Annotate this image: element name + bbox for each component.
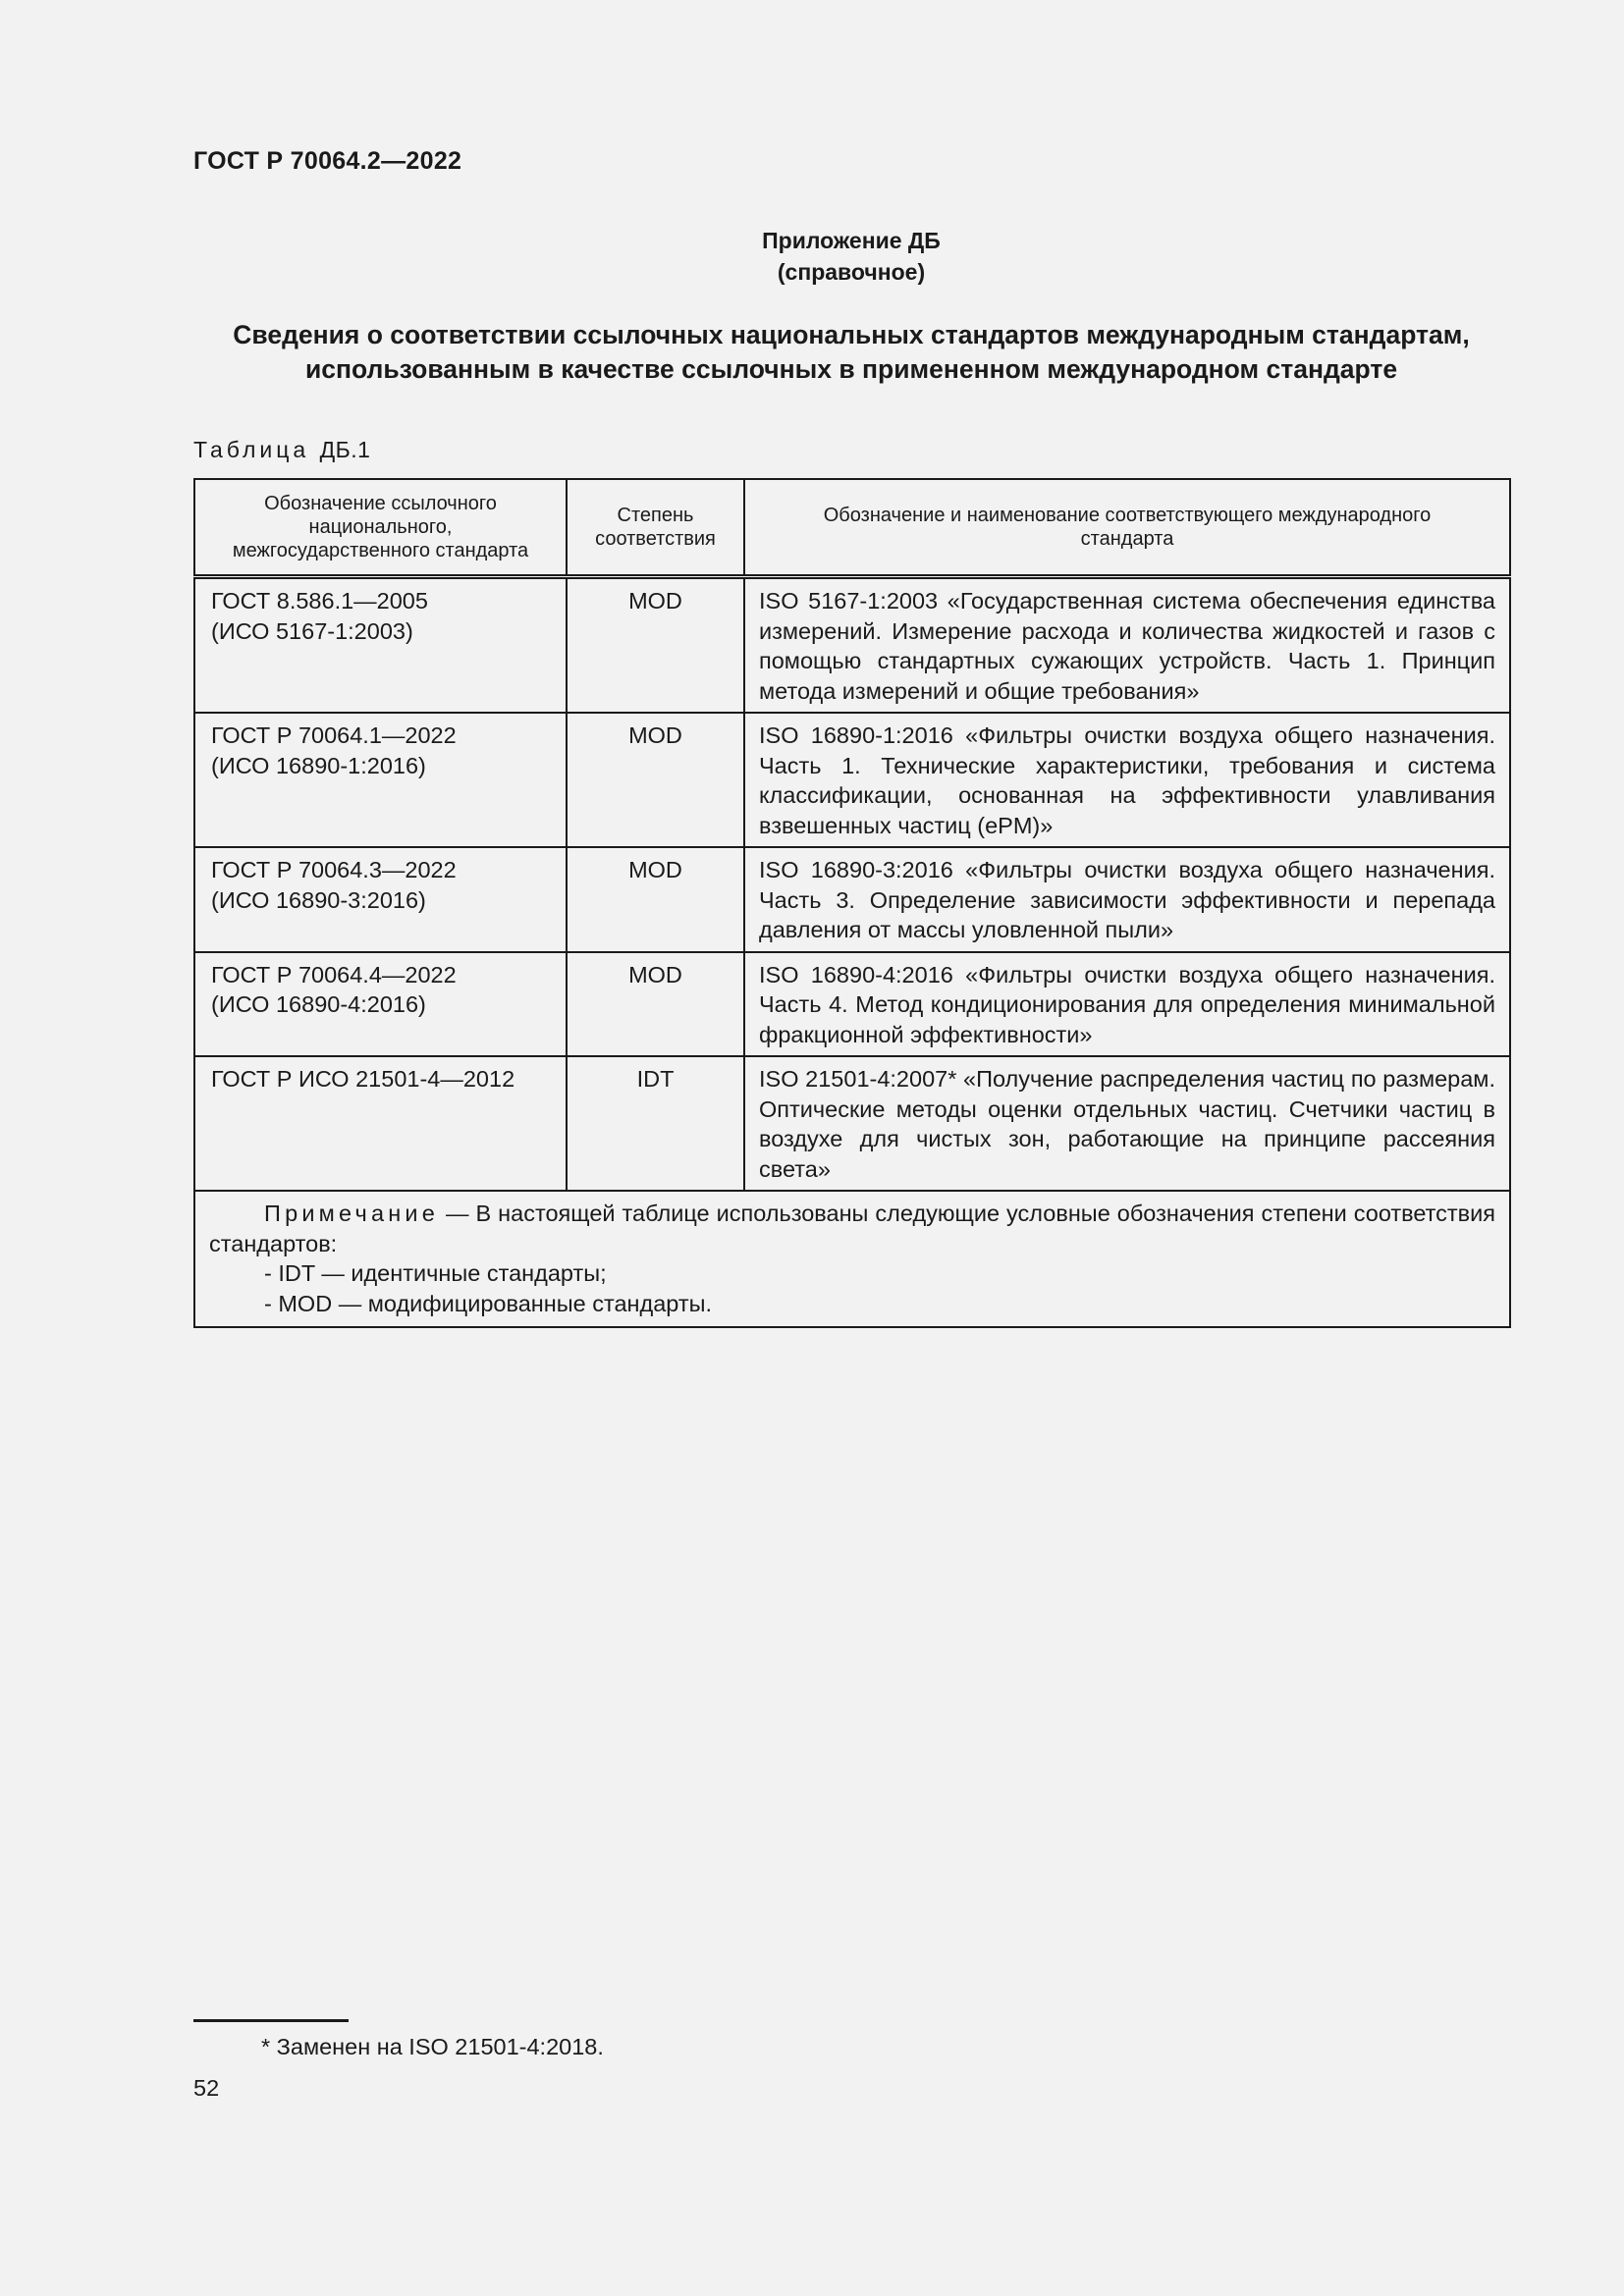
header-text: Обозначение и наименование соответствующего международного (823, 505, 1432, 526)
national-standard-cell (194, 847, 567, 952)
international-standard-cell: ISO 16890-4:2016 «Фильтры очистки воздуха общего назначения. Часть 4. Метод кондиционирования для определения минимальной фракционной эффективности» (744, 952, 1510, 1057)
footnote-divider (193, 2019, 349, 2022)
page-number: 52 (193, 2075, 220, 2101)
international-standard-cell: ISO 16890-3:2016 «Фильтры очистки воздуха общего назначения. Часть 3. Определение зависимости эффективности и перепада давления от массы уловленной пыли» (744, 847, 1510, 952)
degree-cell: MOD (567, 952, 744, 1057)
degree-cell: MOD (567, 847, 744, 952)
national-standard-code: ГОСТ Р 70064.3—2022 (211, 857, 457, 882)
document-code: ГОСТ Р 70064.2—2022 (193, 147, 462, 175)
appendix-title: Приложение ДБ (762, 228, 941, 253)
header-text: межгосударственного стандарта (232, 540, 529, 561)
table-row (194, 1056, 1510, 1191)
table-note-row (194, 1191, 1510, 1327)
section-title (193, 318, 1509, 387)
national-standard-cell (194, 577, 567, 714)
national-standard-code: ГОСТ 8.586.1—2005 (211, 588, 428, 614)
national-standard-cell (194, 713, 567, 847)
note-head: Примечание (264, 1201, 440, 1226)
degree-cell: MOD (567, 577, 744, 714)
note-body: — В настоящей таблице использованы следующие условные обозначения степени соответствия стандартов: (209, 1201, 1495, 1256)
header-degree (567, 479, 744, 577)
section-title-line-2: использованным в качестве ссылочных в примененном международном стандарте (304, 354, 1398, 384)
iso-equivalent: (ИСО 16890-4:2016) (211, 991, 426, 1017)
iso-equivalent: (ИСО 16890-1:2016) (211, 752, 426, 778)
national-standard-code: ГОСТ Р 70064.4—2022 (211, 961, 457, 988)
iso-equivalent: (ИСО 5167-1:2003) (211, 617, 413, 644)
international-standard-cell: ISO 16890-1:2016 «Фильтры очистки воздуха общего назначения. Часть 1. Технические характеристики, требования и система классификации, основанная на эффективности улавливания взвешенных частиц (ePM)» (744, 713, 1510, 847)
degree-cell: MOD (567, 713, 744, 847)
header-text: соответствия (595, 528, 716, 550)
footnote: * Заменен на ISO 21501-4:2018. (261, 2034, 604, 2059)
table-caption-label: Таблица (193, 437, 310, 462)
note-text (209, 1199, 1495, 1258)
national-standard-cell (194, 1056, 567, 1191)
national-standard-code: ГОСТ Р ИСО 21501-4—2012 (211, 1066, 515, 1092)
international-standard-cell: ISO 21501-4:2007* «Получение распределения частиц по размерам. Оптические методы оценки отдельных частиц. Счетчики частиц в воздухе для чистых зон, работающие на принципе рассеяния света» (744, 1056, 1510, 1191)
table-row (194, 952, 1510, 1057)
table-row (194, 713, 1510, 847)
header-text: национального, (308, 516, 453, 538)
national-standard-cell (194, 952, 567, 1057)
header-national-standard (194, 479, 567, 577)
section-title-line-1: Сведения о соответствии ссылочных национальных стандартов международным стандартам, (233, 320, 1470, 349)
header-text: стандарта (1080, 528, 1174, 550)
international-standard-cell: ISO 5167-1:2003 «Государственная система обеспечения единства измерений. Измерение расхода и количества жидкостей и газов с помощью стандартных сужающих устройств. Часть 1. Принцип метода измерений и общие требования» (744, 577, 1510, 714)
correspondence-table (193, 478, 1511, 1328)
note-item: - IDT — идентичные стандарты; (264, 1260, 607, 1286)
table-note (194, 1191, 1510, 1327)
table-caption-number: ДБ.1 (319, 437, 371, 462)
degree-cell: IDT (567, 1056, 744, 1191)
header-text: Обозначение ссылочного (264, 493, 497, 514)
header-international-standard (744, 479, 1510, 577)
header-text: Степень (617, 505, 694, 526)
table-header-row (194, 479, 1510, 577)
iso-equivalent: (ИСО 16890-3:2016) (211, 886, 426, 913)
national-standard-code: ГОСТ Р 70064.1—2022 (211, 722, 457, 748)
table-row (194, 847, 1510, 952)
table-row (194, 577, 1510, 714)
table-caption (193, 437, 370, 463)
appendix-type: (справочное) (777, 259, 926, 285)
note-item: - MOD — модифицированные стандарты. (264, 1290, 713, 1316)
